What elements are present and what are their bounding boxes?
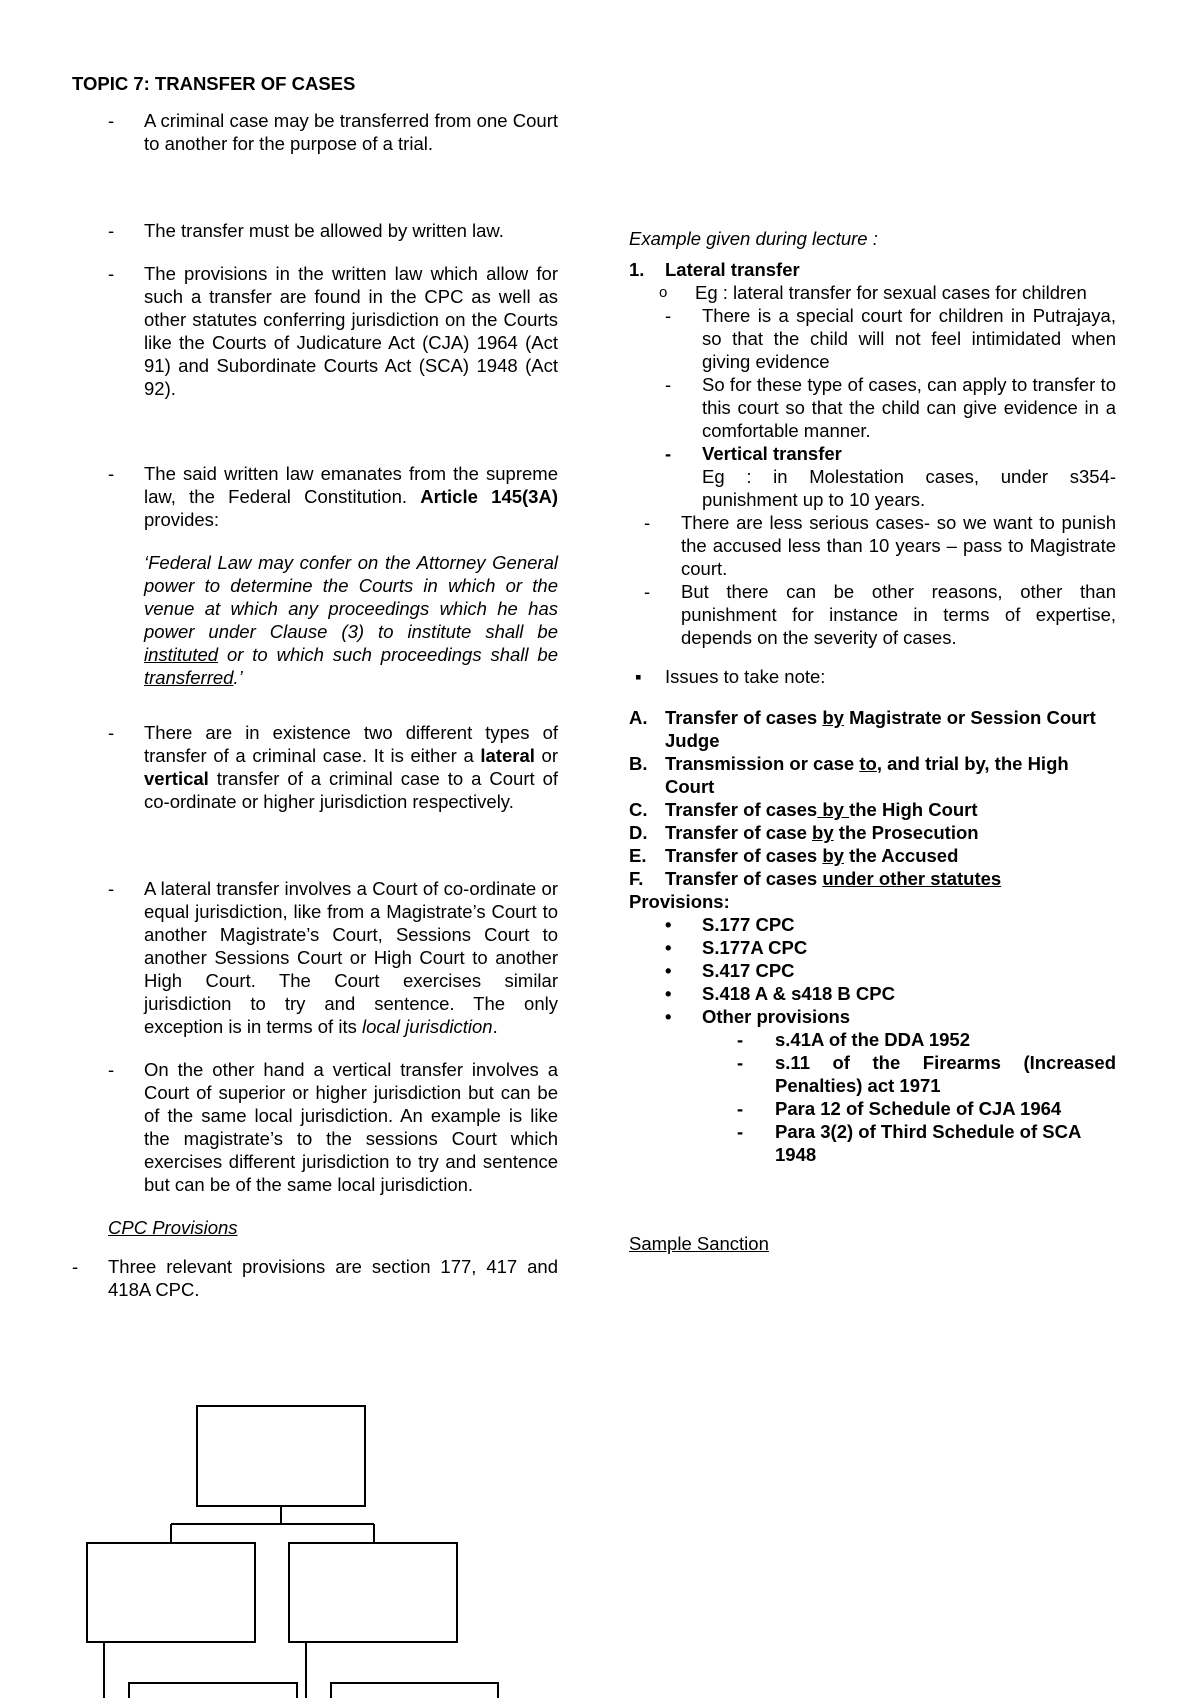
- other-provision-item: - Para 3(2) of Third Schedule of SCA 1948: [737, 1121, 1081, 1165]
- issue-item: C. Transfer of cases by the High Court: [629, 799, 978, 820]
- dash-marker: -: [108, 463, 115, 484]
- bullet-icon: •: [665, 914, 672, 935]
- paragraph-relevant-provisions: - Three relevant provisions are section 177, 417 and 418A CPC.: [72, 1256, 558, 1300]
- diagram-box-left: [87, 1543, 255, 1642]
- vertical-example-detail-2: - But there can be other reasons, other than punishment for instance in terms of expertise, depends on the severity of cases.: [644, 581, 1116, 648]
- dash-marker: -: [108, 722, 115, 743]
- issue-item: A. Transfer of cases by Magistrate or Session Court Judge: [629, 707, 1096, 751]
- dash-marker: -: [665, 305, 672, 326]
- bullet-icon: •: [665, 1006, 672, 1027]
- paragraph-provisions: - The provisions in the written law which allow for such a transfer are found in the CPC as well as other statutes conferring jurisdiction on the Courts like the Courts of Judicature Act (CJA) 1964 (Act 91) and Subordinate Courts Act (SCA) 1948 (Act 92).: [108, 263, 558, 399]
- issue-item: E. Transfer of cases by the Accused: [629, 845, 959, 866]
- dash-marker: -: [665, 374, 672, 395]
- dash-marker: -: [108, 878, 115, 899]
- diagram-box-top: [197, 1406, 365, 1506]
- other-provision-item: - s.41A of the DDA 1952: [737, 1029, 970, 1050]
- dash-marker: -: [737, 1121, 744, 1142]
- other-provision-item: - Para 12 of Schedule of CJA 1964: [737, 1098, 1062, 1119]
- issue-item: D. Transfer of case by the Prosecution: [629, 822, 979, 843]
- article-quote: ‘Federal Law may confer on the Attorney General power to determine the Courts in which or the venue at which any proceedings which he has power under Clause (3) to institute shall be instituted or to which such proceedings shall be transferred.’: [144, 552, 558, 688]
- dash-marker: -: [108, 1059, 115, 1080]
- issue-item: B. Transmission or case to, and trial by, the High Court: [629, 753, 1069, 797]
- issues-note: ▪ Issues to take note:: [635, 666, 826, 687]
- paragraph-vertical-transfer: - On the other hand a vertical transfer involves a Court of superior or higher jurisdiction but can be of the same local jurisdiction. An example is like the magistrate’s to the sessions Court which exercises different jurisdiction to try and sentence but can be of the same local jurisdiction.: [108, 1059, 558, 1195]
- dash-marker: -: [72, 1256, 79, 1277]
- example-label: Example given during lecture :: [629, 228, 878, 249]
- diagram-box-bottom-left: [129, 1683, 297, 1698]
- paragraph-lateral-transfer: - A lateral transfer involves a Court of co-ordinate or equal jurisdiction, like from a Magistrate’s Court to another Magistrate’s Court, Sessions Court to another Sessions Court or High Court to another High Court. The Court exercises similar jurisdiction to try and sentence. The only exception is in terms of its local jurisdiction.: [108, 878, 558, 1037]
- dash-marker: -: [665, 443, 672, 464]
- lateral-transfer-heading: 1. Lateral transfer: [629, 259, 800, 280]
- vertical-example: Eg : in Molestation cases, under s354- punishment up to 10 years.: [702, 466, 1116, 510]
- circle-bullet-icon: o: [659, 284, 668, 301]
- cpc-provisions-heading: CPC Provisions: [108, 1217, 238, 1238]
- vertical-example-detail-1: - There are less serious cases- so we want to punish the accused less than 10 years – pass to Magistrate court.: [644, 512, 1116, 579]
- paragraph-transfer-purpose: - A criminal case may be transferred from one Court to another for the purpose of a trial.: [108, 110, 558, 154]
- diagram-box-bottom-right: [331, 1683, 498, 1698]
- issue-item: F. Transfer of cases under other statutes: [629, 868, 1002, 889]
- lateral-example-detail-2: - So for these type of cases, can apply to transfer to this court so that the child can give evidence in a comfortable manner.: [665, 374, 1116, 441]
- lateral-example-detail-1: - There is a special court for children in Putrajaya, so that the child will not feel intimidated when giving evidence: [665, 305, 1116, 372]
- provision-item: • S.177A CPC: [665, 937, 808, 958]
- diagram-box-right: [289, 1543, 457, 1642]
- provision-item: • S.417 CPC: [665, 960, 795, 981]
- square-bullet-icon: ▪: [635, 666, 642, 687]
- paragraph-federal-constitution: - The said written law emanates from the supreme law, the Federal Constitution. Article 145(3A) provides:: [108, 463, 558, 530]
- provision-item: • Other provisions: [665, 1006, 851, 1027]
- sample-sanction-heading: Sample Sanction: [629, 1233, 769, 1254]
- paragraph-written-law: - The transfer must be allowed by written law.: [108, 220, 504, 241]
- issues-list: [629, 706, 1116, 890]
- provisions-list: [629, 913, 1116, 1166]
- bullet-icon: •: [665, 983, 672, 1004]
- provision-item: • S.177 CPC: [665, 914, 795, 935]
- article-reference: Article 145(3A): [420, 486, 558, 507]
- other-provision-item: - s.11 of the Firearms (Increased Penalties) act 1971: [737, 1052, 1116, 1096]
- dash-marker: -: [108, 263, 115, 284]
- dash-marker: -: [737, 1029, 744, 1050]
- paragraph-transfer-types: - There are in existence two different types of transfer of a criminal case. It is either a lateral or vertical transfer of a criminal case to a Court of co-ordinate or higher jurisdiction respectively.: [108, 722, 558, 812]
- page-title: TOPIC 7: TRANSFER OF CASES: [72, 73, 356, 94]
- dash-marker: -: [108, 110, 115, 131]
- right-column: [629, 227, 1116, 1255]
- dash-marker: -: [644, 512, 651, 533]
- provision-item: • S.418 A & s418 B CPC: [665, 983, 895, 1004]
- provisions-heading: Provisions:: [629, 891, 730, 912]
- dash-marker: -: [737, 1052, 744, 1073]
- dash-marker: -: [108, 220, 115, 241]
- dash-marker: -: [737, 1098, 744, 1119]
- bullet-icon: •: [665, 937, 672, 958]
- dash-marker: -: [644, 581, 651, 602]
- left-column: [72, 72, 558, 1301]
- vertical-transfer-heading: - Vertical transfer: [665, 443, 842, 464]
- bullet-icon: •: [665, 960, 672, 981]
- lateral-example: o Eg : lateral transfer for sexual cases for children: [659, 282, 1087, 303]
